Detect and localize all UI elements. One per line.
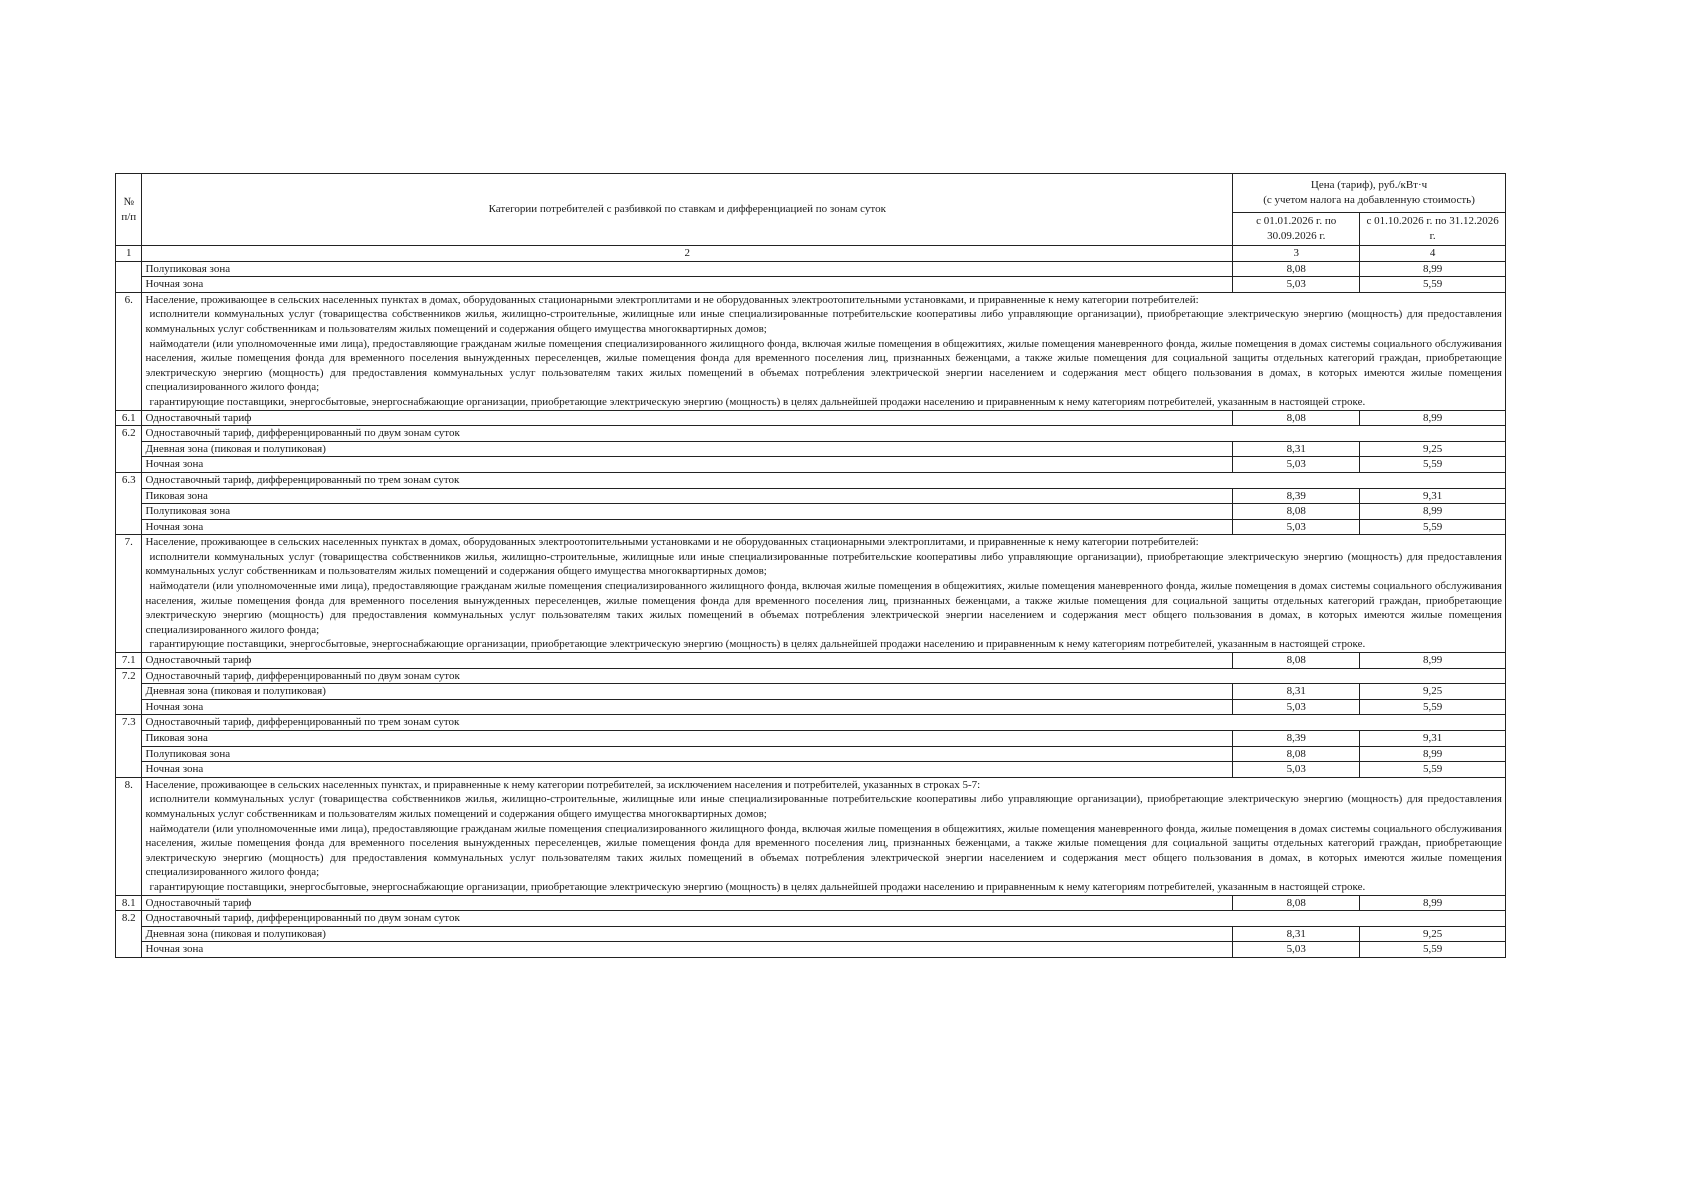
row-label: Ночная зона	[142, 699, 1233, 715]
header-category: Категории потребителей с разбивкой по ставкам и дифференциацией по зонам суток	[142, 174, 1233, 246]
row-label: Полупиковая зона	[142, 261, 1233, 277]
table-row	[116, 261, 1506, 277]
header-price-line2: (с учетом налога на добавленную стоимость)	[1263, 194, 1475, 206]
section-description	[142, 535, 1506, 653]
price-period-2: 9,25	[1360, 441, 1506, 457]
row-label: Одноставочный тариф, дифференцированный по двум зонам суток	[142, 911, 1506, 927]
price-period-1: 8,31	[1233, 441, 1360, 457]
row-label: Одноставочный тариф	[142, 895, 1233, 911]
price-period-2: 5,59	[1360, 699, 1506, 715]
row-label: Полупиковая зона	[142, 504, 1233, 520]
price-period-1: 8,08	[1233, 746, 1360, 762]
price-period-1: 8,08	[1233, 261, 1360, 277]
section-paragraph: исполнители коммунальных услуг (товарищества собственников жилья, жилищно-строительные, жилищные или иные специализированные потребительские кооперативы либо управляющие организации), приобретающие электрическую энергию (мощность) для предоставления коммунальных услуг собственникам и пользователям жилых помещений и содержания общего имущества многоквартирных домов;	[145, 793, 1502, 820]
price-period-2: 8,99	[1360, 410, 1506, 426]
row-label: Ночная зона	[142, 762, 1233, 778]
row-label: Ночная зона	[142, 457, 1233, 473]
price-period-1: 5,03	[1233, 519, 1360, 535]
row-number	[116, 261, 142, 292]
section-paragraph: исполнители коммунальных услуг (товарищества собственников жилья, жилищно-строительные, жилищные или иные специализированные потребительские кооперативы либо управляющие организации), приобретающие электрическую энергию (мощность) для предоставления коммунальных услуг собственникам и пользователям жилых помещений и содержания общего имущества многоквартирных домов;	[145, 550, 1502, 578]
table-row	[116, 942, 1506, 958]
row-label: Одноставочный тариф, дифференцированный по трем зонам суток	[142, 472, 1506, 488]
price-period-1: 5,03	[1233, 277, 1360, 293]
row-number: 7.1	[116, 653, 142, 669]
table-row	[116, 911, 1506, 927]
header-number: № п/п	[116, 174, 142, 246]
col-number-1: 1	[116, 246, 142, 262]
row-label: Ночная зона	[142, 277, 1233, 293]
row-label: Одноставочный тариф, дифференцированный по трем зонам суток	[142, 715, 1506, 731]
row-number: 6.1	[116, 410, 142, 426]
row-number: 6.	[116, 292, 142, 410]
price-period-2: 5,59	[1360, 942, 1506, 958]
table-row	[116, 426, 1506, 442]
price-period-1: 8,39	[1233, 488, 1360, 504]
header-price	[1233, 174, 1506, 213]
price-period-2: 5,59	[1360, 519, 1506, 535]
row-label: Одноставочный тариф, дифференцированный по двум зонам суток	[142, 426, 1506, 442]
price-period-2: 5,59	[1360, 762, 1506, 778]
row-number: 7.	[116, 535, 142, 653]
table-row	[116, 653, 1506, 669]
section-paragraph: гарантирующие поставщики, энергосбытовые, энергоснабжающие организации, приобретающие электрическую энергию (мощность) в целях дальнейшей продажи населению и приравненным к нему категориям потребителей, указанным в настоящей строке.	[149, 395, 1366, 408]
row-label: Одноставочный тариф, дифференцированный по двум зонам суток	[142, 668, 1506, 684]
price-period-1: 8,31	[1233, 926, 1360, 942]
tariff-table	[115, 173, 1506, 958]
price-period-1: 5,03	[1233, 762, 1360, 778]
section-description	[142, 292, 1506, 410]
section-description-row	[116, 535, 1506, 653]
table-row	[116, 457, 1506, 473]
price-period-2: 9,25	[1360, 926, 1506, 942]
price-period-2: 8,99	[1360, 746, 1506, 762]
row-label: Пиковая зона	[142, 488, 1233, 504]
table-row	[116, 504, 1506, 520]
row-label: Пиковая зона	[142, 731, 1233, 747]
price-period-2: 8,99	[1360, 261, 1506, 277]
price-period-2: 8,99	[1360, 653, 1506, 669]
row-number: 6.3	[116, 472, 142, 534]
table-row	[116, 441, 1506, 457]
row-label: Одноставочный тариф	[142, 653, 1233, 669]
price-period-2: 8,99	[1360, 504, 1506, 520]
price-period-1: 8,39	[1233, 731, 1360, 747]
row-number: 8.2	[116, 911, 142, 958]
section-paragraph: наймодатели (или уполномоченные ими лица), предоставляющие гражданам жилые помещения специализированного жилищного фонда, включая жилые помещения в общежитиях, жилые помещения маневренного фонда, жилые помещения в домах системы социального обслуживания населения, жилые помещения фонда для временного поселения вынужденных переселенцев, жилые помещения фонда для временного поселения лиц, признанных беженцами, а также жилые помещения для социальной защиты отдельных категорий граждан, приобретающие электрическую энергию (мощность) для предоставления коммунальных услуг пользователям таких жилых помещений в объемах потребления электрической энергии населением и содержания мест общего пользования в домах, в которых имеются жилые помещения специализированного жилого фонда;	[145, 822, 1502, 879]
price-period-1: 8,08	[1233, 895, 1360, 911]
price-period-2: 8,99	[1360, 895, 1506, 911]
row-number: 6.2	[116, 426, 142, 473]
table-row	[116, 746, 1506, 762]
row-number: 7.2	[116, 668, 142, 715]
header-period-2: с 01.10.2026 г. по 31.12.2026 г.	[1360, 213, 1506, 246]
table-row	[116, 684, 1506, 700]
row-label: Ночная зона	[142, 519, 1233, 535]
price-period-1: 8,08	[1233, 410, 1360, 426]
col-number-4: 4	[1360, 246, 1506, 262]
table-row	[116, 519, 1506, 535]
row-label: Полупиковая зона	[142, 746, 1233, 762]
table-row	[116, 410, 1506, 426]
row-label: Ночная зона	[142, 942, 1233, 958]
row-label: Дневная зона (пиковая и полупиковая)	[142, 926, 1233, 942]
table-row	[116, 488, 1506, 504]
col-number-3: 3	[1233, 246, 1360, 262]
section-description	[142, 777, 1506, 895]
row-label: Одноставочный тариф	[142, 410, 1233, 426]
price-period-2: 5,59	[1360, 457, 1506, 473]
table-row	[116, 926, 1506, 942]
col-number-2: 2	[142, 246, 1233, 262]
row-label: Дневная зона (пиковая и полупиковая)	[142, 684, 1233, 700]
header-price-line1: Цена (тариф), руб./кВт·ч	[1310, 179, 1428, 192]
price-period-1: 5,03	[1233, 699, 1360, 715]
price-period-2: 9,25	[1360, 684, 1506, 700]
price-period-1: 8,31	[1233, 684, 1360, 700]
price-period-1: 8,08	[1233, 653, 1360, 669]
section-paragraph: гарантирующие поставщики, энергосбытовые, энергоснабжающие организации, приобретающие электрическую энергию (мощность) в целях дальнейшей продажи населению и приравненным к нему категориям потребителей, указанным в настоящей строке.	[149, 638, 1366, 651]
table-header	[116, 174, 1506, 262]
table-row	[116, 762, 1506, 778]
price-period-2: 5,59	[1360, 277, 1506, 293]
price-period-1: 5,03	[1233, 457, 1360, 473]
section-paragraph: наймодатели (или уполномоченные ими лица), предоставляющие гражданам жилые помещения специализированного жилищного фонда, включая жилые помещения в общежитиях, жилые помещения маневренного фонда, жилые помещения в домах системы социального обслуживания населения, жилые помещения фонда для временного поселения вынужденных переселенцев, жилые помещения фонда для временного поселения лиц, признанных беженцами, а также жилые помещения для социальной защиты отдельных категорий граждан, приобретающие электрическую энергию (мощность) для предоставления коммунальных услуг пользователям таких жилых помещений в объемах потребления электрической энергии населением и содержания мест общего пользования в домах, в которых имеются жилые помещения специализированного жилого фонда;	[145, 580, 1502, 636]
section-paragraph: наймодатели (или уполномоченные ими лица), предоставляющие гражданам жилые помещения специализированного жилищного фонда, включая жилые помещения в общежитиях, жилые помещения маневренного фонда, жилые помещения в домах системы социального обслуживания населения, жилые помещения фонда для временного поселения вынужденных переселенцев, жилые помещения фонда для временного поселения лиц, признанных беженцами, а также жилые помещения для социальной защиты отдельных категорий граждан, приобретающие электрическую энергию (мощность) для предоставления коммунальных услуг пользователям таких жилых помещений в объемах потребления электрической энергии населением и содержания мест общего пользования в домах, в которых имеются жилые помещения специализированного жилого фонда;	[145, 337, 1502, 394]
table-row	[116, 277, 1506, 293]
row-number: 8.	[116, 777, 142, 895]
price-period-2: 9,31	[1360, 488, 1506, 504]
section-title: Население, проживающее в сельских населенных пунктах в домах, оборудованных стационарными электроплитами и не оборудованных электроотопительными установками, и приравненные к нему категории потребителей:	[145, 293, 1199, 306]
table-row	[116, 731, 1506, 747]
price-period-1: 5,03	[1233, 942, 1360, 958]
table-row	[116, 699, 1506, 715]
header-period-1: с 01.01.2026 г. по 30.09.2026 г.	[1233, 213, 1360, 246]
section-paragraph: исполнители коммунальных услуг (товарищества собственников жилья, жилищно-строительные, жилищные или иные специализированные потребительские кооперативы либо управляющие организации), приобретающие электрическую энергию (мощность) для предоставления коммунальных услуг собственникам и пользователям жилых помещений и содержания общего имущества многоквартирных домов;	[145, 308, 1502, 335]
row-label: Дневная зона (пиковая и полупиковая)	[142, 441, 1233, 457]
table-row	[116, 895, 1506, 911]
section-description-row	[116, 777, 1506, 895]
table-row	[116, 715, 1506, 731]
row-number: 8.1	[116, 895, 142, 911]
section-description-row	[116, 292, 1506, 410]
section-title: Население, проживающее в сельских населенных пунктах в домах, оборудованных электроотопительными установками и не оборудованных стационарными электроплитами, и приравненные к нему категории потребителей:	[145, 536, 1199, 549]
section-paragraph: гарантирующие поставщики, энергосбытовые, энергоснабжающие организации, приобретающие электрическую энергию (мощность) в целях дальнейшей продажи населению и приравненным к нему категориям потребителей, указанным в настоящей строке.	[149, 880, 1366, 893]
row-number: 7.3	[116, 715, 142, 777]
column-number-row	[116, 246, 1506, 262]
table-row	[116, 668, 1506, 684]
section-title: Население, проживающее в сельских населенных пунктах, и приравненные к нему категории потребителей, за исключением населения и потребителей, указанных в строках 5-7:	[145, 778, 981, 791]
table-row	[116, 472, 1506, 488]
price-period-1: 8,08	[1233, 504, 1360, 520]
price-period-2: 9,31	[1360, 731, 1506, 747]
